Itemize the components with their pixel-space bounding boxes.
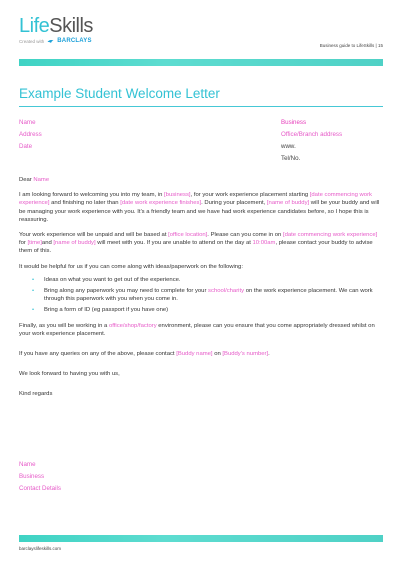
logo-life-text: Life — [19, 15, 50, 37]
guide-page-label: Business guide to LifeSkills | 15 — [319, 43, 383, 48]
sender-date: Date — [19, 143, 33, 150]
recipient-office: Office/Branch address — [281, 131, 343, 138]
greeting-name-placeholder: Name — [33, 177, 50, 183]
paragraph-closing: We look forward to having you with us, — [19, 371, 120, 378]
bottom-color-band — [19, 535, 383, 542]
footer-website: barclayslifeskills.com — [19, 546, 62, 551]
sign-off: Kind regards — [19, 391, 53, 398]
paragraph-queries: If you have any queries on any of the above, please contact [Buddy name] on [Buddy’s number]. — [19, 351, 270, 358]
recipient-tel: Tel/No. — [281, 155, 301, 162]
recipient-www: www. — [281, 143, 296, 150]
recipient-business: Business — [281, 119, 307, 126]
paragraph-bring-list-intro: It would be helpful for us if you can come along with ideas/paperwork on the following: — [19, 263, 243, 270]
signature-block — [19, 459, 61, 495]
bullet-icon: • — [32, 307, 35, 314]
paragraph-dress: Finally, as you will be working in a office/shop/factory environment, please can you ensure that you come appropriately dressed whilst on your work experience placement. — [19, 322, 375, 337]
top-color-band — [19, 59, 383, 66]
bullet-icon: • — [32, 276, 35, 283]
logo-skills-text: Skills — [49, 15, 93, 37]
page-title: Example Student Welcome Letter — [19, 86, 220, 101]
signature-contact: Contact Details — [19, 485, 61, 492]
sender-address: Address — [19, 131, 42, 138]
list-item: • Bring a form of ID (eg passport if you have one) — [32, 307, 169, 314]
logo-wordmark — [19, 16, 93, 36]
sender-name: Name — [19, 119, 36, 126]
letter-body — [19, 176, 383, 406]
list-item: • Ideas on what you want to get out of the experience. — [32, 276, 181, 283]
barclays-wordmark: BARCLAYS — [57, 38, 92, 44]
sender-block — [19, 117, 42, 153]
recipient-block — [281, 117, 342, 165]
title-divider — [19, 106, 383, 107]
paragraph-logistics: Your work experience will be unpaid and will be based at [office location]. Please can you come in on [date commencing work experience] for [time]and [name of buddy] will meet with you. If you are unable to attend on the day at 10:00am, please contact your buddy to advise them of this. — [19, 232, 378, 255]
signature-name: Name — [19, 461, 36, 468]
greeting: Dear Name — [19, 177, 50, 183]
barclays-eagle-icon — [47, 39, 54, 44]
logo-subline — [19, 38, 93, 44]
list-item: • Bring along any paperwork you may need to complete for your school/charity on the work experience placement. We can work through this paperwork with you when you come in. — [32, 288, 373, 303]
created-with-label: Created with — [19, 38, 45, 44]
bullet-icon: • — [32, 288, 35, 295]
bring-list — [19, 276, 383, 315]
lifeskills-logo — [19, 16, 93, 44]
signature-business: Business — [19, 473, 45, 480]
paragraph-intro: I am looking forward to welcoming you into my team, in [business], for your work experience placement starting [date commencing work experience] and finishing no later than [date work experience finishes]. During your placement, [name of buddy] will be your buddy and will be managing your work experience with you. It’s a friendly team and we have had work experience candidates before, so I hope this is reassuring. — [19, 192, 380, 223]
